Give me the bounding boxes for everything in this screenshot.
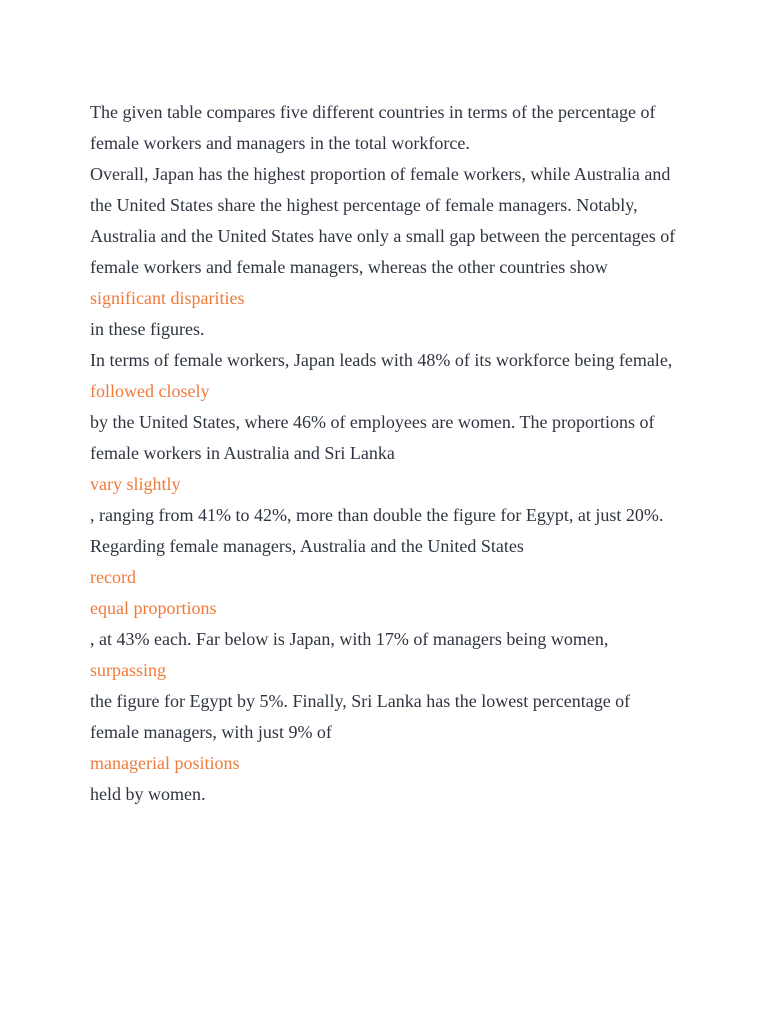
highlighted-phrase: significant disparities bbox=[90, 288, 245, 308]
paragraph-text: by the United States, where 46% of employees are women. The proportions of female workers in Australia and Sri Lanka bbox=[90, 412, 655, 463]
paragraph-text: , ranging from 41% to 42%, more than double the figure for Egypt, at just 20%. bbox=[90, 505, 664, 525]
paragraph-text: the figure for Egypt by 5%. Finally, Sri Lanka has the lowest percentage of female managers, with just 9% of bbox=[90, 691, 631, 742]
paragraph-text: in these figures. bbox=[90, 319, 205, 339]
paragraph-female-workers: In terms of female workers, Japan leads with 48% of its workforce being female, bbox=[90, 350, 673, 370]
paragraph-female-managers: Regarding female managers, Australia and the United States bbox=[90, 536, 524, 556]
highlighted-phrase: followed closely bbox=[90, 381, 210, 401]
paragraph-overview: Overall, Japan has the highest proportion of female workers, while Australia and the United States share the highest percentage of female managers. Notably, Australia and the United States have only a small gap between the percentages of female workers and female managers, whereas the other countries show bbox=[90, 164, 676, 277]
highlighted-phrase: vary slightly bbox=[90, 474, 181, 494]
paragraph-text: held by women. bbox=[90, 784, 206, 804]
document-body bbox=[90, 97, 680, 810]
paragraph-intro: The given table compares five different countries in terms of the percentage of female workers and managers in the total workforce. bbox=[90, 102, 656, 153]
paragraph-text: , at 43% each. Far below is Japan, with 17% of managers being women, bbox=[90, 629, 609, 649]
highlighted-phrase: record bbox=[90, 567, 136, 587]
highlighted-phrase: surpassing bbox=[90, 660, 166, 680]
highlighted-phrase: managerial positions bbox=[90, 753, 240, 773]
highlighted-phrase: equal proportions bbox=[90, 598, 217, 618]
